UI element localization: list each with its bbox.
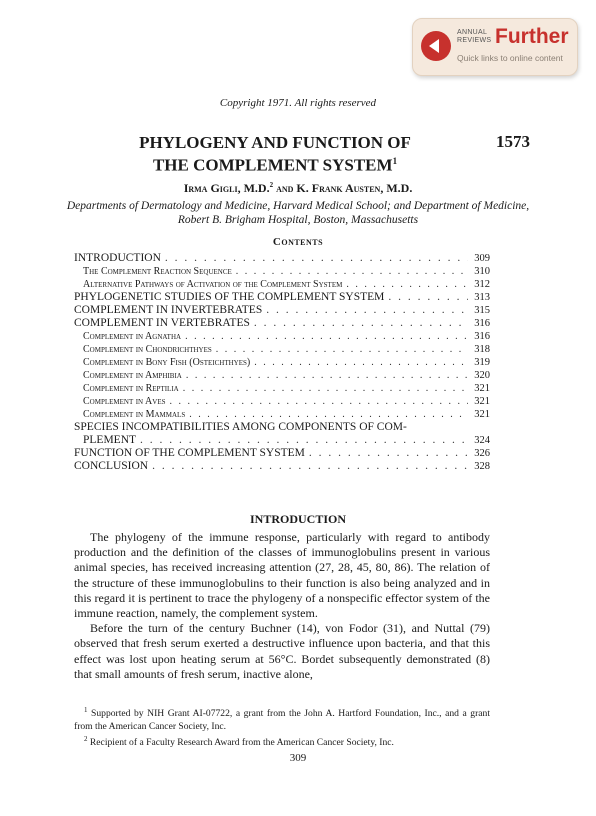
toc-entry-page: 328 bbox=[474, 461, 490, 472]
toc-entry-label: The Complement Reaction Sequence bbox=[83, 266, 232, 277]
toc-entry-page: 321 bbox=[474, 383, 490, 394]
toc-entry[interactable] bbox=[74, 382, 490, 395]
toc-entry[interactable] bbox=[74, 460, 490, 473]
title-line-1: PHYLOGENY AND FUNCTION OF bbox=[139, 133, 411, 152]
badge-further-link[interactable]: Further bbox=[495, 25, 569, 48]
footnote-mark: 1 bbox=[84, 706, 88, 714]
toc-dot-leader bbox=[186, 369, 468, 382]
toc-entry-page: 313 bbox=[474, 292, 490, 303]
toc-entry-label: Complement in Bony Fish (Osteichthyes) bbox=[83, 357, 251, 368]
back-arrow-icon[interactable] bbox=[421, 31, 451, 61]
toc-dot-leader bbox=[236, 265, 468, 278]
toc-entry-label: SPECIES INCOMPATIBILITIES AMONG COMPONENTS OF COM- bbox=[74, 421, 407, 433]
copyright-notice: Copyright 1971. All rights reserved bbox=[219, 97, 377, 109]
footnote-mark: 2 bbox=[84, 735, 88, 744]
toc-entry[interactable] bbox=[74, 278, 490, 291]
toc-entry-page: 321 bbox=[474, 409, 490, 420]
toc-dot-leader bbox=[183, 382, 468, 395]
toc-entry-page: 320 bbox=[474, 370, 490, 381]
toc-dot-leader bbox=[185, 330, 468, 343]
toc-dot-leader bbox=[152, 460, 468, 473]
paragraph: The phylogeny of the immune response, particularly with regard to antibody production and the definition of the classes of immunoglobulins present in various animal species, has received increasing attention (27, 28, 45, 80, 86). The relation of the structure of these immunoglobulins to their function is also being analyzed and in this regard it is pertinent to trace the phylogeny of a nonspecific effector system of the immune reaction, namely, the complement system. bbox=[74, 530, 490, 621]
toc-entry[interactable] bbox=[74, 408, 490, 421]
body-text bbox=[74, 530, 490, 682]
toc-entry[interactable] bbox=[74, 434, 490, 447]
toc-entry[interactable] bbox=[74, 395, 490, 408]
toc-entry-label: Complement in Amphibia bbox=[83, 370, 182, 381]
toc-entry-label: CONCLUSION bbox=[74, 460, 149, 472]
toc-entry-page: 315 bbox=[474, 305, 490, 316]
article-title bbox=[110, 133, 440, 175]
toc-entry-label: Alternative Pathways of Activation of the Complement System bbox=[83, 279, 343, 290]
toc-dot-leader bbox=[189, 408, 468, 421]
toc-dot-leader bbox=[254, 356, 468, 369]
toc-dot-leader bbox=[170, 395, 468, 408]
badge-subtitle: Quick links to online content bbox=[457, 53, 563, 63]
toc-entry[interactable] bbox=[74, 265, 490, 278]
author-2: K. Frank Austen, M.D. bbox=[296, 181, 413, 195]
toc-entry-page: 309 bbox=[474, 253, 490, 264]
further-badge[interactable] bbox=[412, 18, 578, 76]
toc-entry-page: 312 bbox=[474, 279, 490, 290]
title-line-2 bbox=[110, 152, 440, 175]
footnote bbox=[74, 733, 490, 750]
toc-entry-label: Complement in Agnatha bbox=[83, 331, 182, 342]
page-number: 309 bbox=[289, 752, 307, 764]
toc-entry-label: PHYLOGENETIC STUDIES OF THE COMPLEMENT SYSTEM bbox=[74, 291, 385, 303]
toc-entry-label: FUNCTION OF THE COMPLEMENT SYSTEM bbox=[74, 447, 305, 459]
toc-dot-leader bbox=[165, 252, 468, 265]
toc-dot-leader bbox=[346, 278, 468, 291]
footnote-text: Supported by NIH Grant AI-07722, a grant from the John A. Hartford Foundation, Inc., and a grant from the American Cancer Society, Inc. bbox=[74, 708, 490, 732]
toc-entry-page: 326 bbox=[474, 448, 490, 459]
toc-entry[interactable] bbox=[74, 369, 490, 382]
authors bbox=[0, 181, 596, 196]
authors-and: and bbox=[273, 181, 297, 195]
toc-entry[interactable] bbox=[74, 304, 490, 317]
toc-entry-label: Complement in Aves bbox=[83, 396, 166, 407]
section-heading: INTRODUCTION bbox=[249, 512, 346, 526]
toc-entry-label: Complement in Reptilia bbox=[83, 383, 179, 394]
contents-heading: Contents bbox=[272, 236, 324, 248]
author-1: Irma Gigli, M.D. bbox=[183, 181, 270, 195]
toc-dot-leader bbox=[266, 304, 468, 317]
toc-entry[interactable] bbox=[74, 447, 490, 460]
toc-entry[interactable] bbox=[74, 421, 490, 434]
toc-entry-label: Complement in Mammals bbox=[83, 409, 186, 420]
toc-dot-leader bbox=[216, 343, 468, 356]
footnotes bbox=[74, 704, 490, 750]
toc-dot-leader bbox=[309, 447, 468, 460]
footnote bbox=[74, 704, 490, 733]
toc-entry-page: 324 bbox=[474, 435, 490, 446]
footnote-text: Recipient of a Faculty Research Award from the American Cancer Society, Inc. bbox=[87, 737, 394, 749]
author-1-footnote-mark: 2 bbox=[269, 181, 274, 189]
title-footnote-mark: 1 bbox=[392, 156, 398, 166]
toc-entry-label: COMPLEMENT IN VERTEBRATES bbox=[74, 317, 250, 329]
toc-entry[interactable] bbox=[74, 252, 490, 265]
toc-entry-label: COMPLEMENT IN INVERTEBRATES bbox=[74, 304, 263, 316]
toc-entry[interactable] bbox=[74, 343, 490, 356]
toc-entry-label: INTRODUCTION bbox=[74, 252, 161, 264]
article-number: 1573 bbox=[496, 132, 530, 151]
toc-entry[interactable] bbox=[74, 317, 490, 330]
toc-entry[interactable] bbox=[74, 356, 490, 369]
toc-entry-page: 316 bbox=[474, 331, 490, 342]
table-of-contents bbox=[74, 252, 490, 473]
toc-dot-leader bbox=[254, 317, 468, 330]
toc-entry-page: 310 bbox=[474, 266, 490, 277]
toc-entry-page: 319 bbox=[474, 357, 490, 368]
title-line-2-text: THE COMPLEMENT SYSTEM bbox=[152, 155, 393, 175]
toc-dot-leader bbox=[140, 434, 468, 447]
toc-entry-page: 321 bbox=[474, 396, 490, 407]
toc-entry-label: PLEMENT bbox=[83, 434, 137, 446]
badge-publisher: ANNUAL REVIEWS bbox=[457, 29, 492, 44]
toc-entry-page: 318 bbox=[474, 344, 490, 355]
affiliation: Departments of Dermatology and Medicine, Harvard Medical School; and Department of Medicine, Robert B. Brigham Hospital, Boston, Massachusetts bbox=[66, 200, 530, 226]
toc-entry[interactable] bbox=[74, 291, 490, 304]
toc-entry-page: 316 bbox=[474, 318, 490, 329]
paragraph: Before the turn of the century Buchner (14), von Fodor (31), and Nuttal (79) observed that fresh serum exerted a destructive influence upon bacteria, and that this effect was lost upon heating serum at 56°C. Bordet subsequently demonstrated (8) that small amounts of fresh serum, inactive alone, bbox=[74, 621, 490, 681]
toc-entry[interactable] bbox=[74, 330, 490, 343]
toc-entry-label: Complement in Chondrichthyes bbox=[83, 344, 212, 355]
toc-dot-leader bbox=[388, 291, 468, 304]
